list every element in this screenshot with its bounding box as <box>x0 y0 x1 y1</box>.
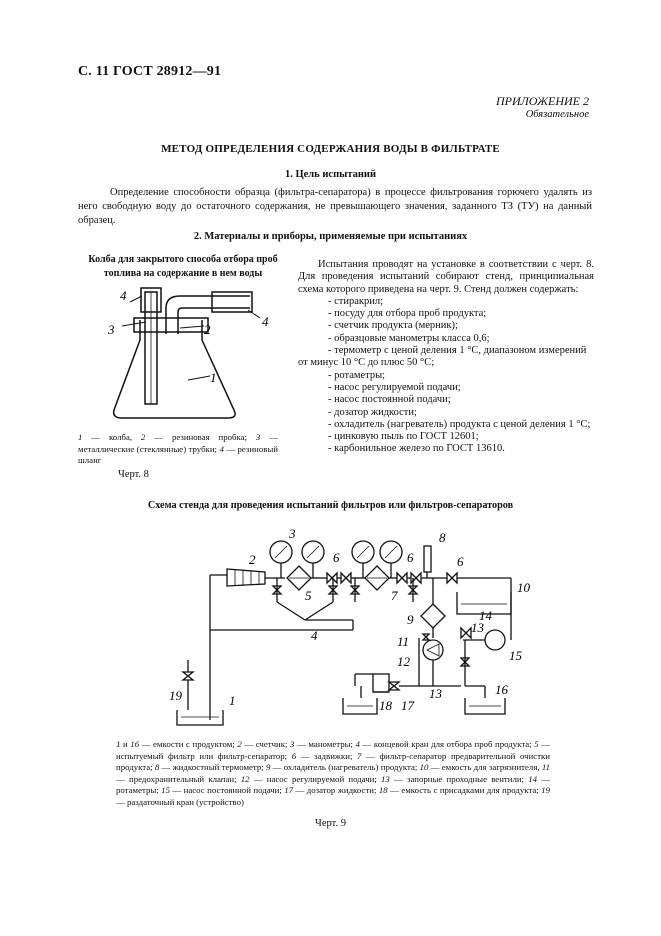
scheme-label-8: 8 <box>439 530 446 545</box>
fig9-legend-num: 7 <box>357 750 362 761</box>
list-item: - насос постоянной подачи; <box>328 394 451 406</box>
fig9-legend-num: 4 <box>355 739 360 749</box>
fig8-legend-num: 1 <box>78 432 83 442</box>
appendix-label <box>496 94 589 122</box>
list-item: - цинковую пыль по ГОСТ 12601; <box>328 431 479 443</box>
section2-title: 2. Материалы и приборы, применяемые при испытаниях <box>193 231 468 242</box>
equipment-list <box>298 296 594 456</box>
scheme-label-16: 16 <box>495 682 508 697</box>
scheme-label-18: 18 <box>379 698 392 713</box>
fig9-legend-text: — насос регулируемой подачи; <box>249 773 382 784</box>
scheme-label-3: 3 <box>289 526 296 541</box>
fig9-legend-num: 10 <box>419 762 429 772</box>
fig8-legend-num: 4 <box>219 443 224 454</box>
flask-label-4b: 4 <box>262 314 269 329</box>
scheme-label-6c: 6 <box>457 554 464 569</box>
fig9-legend-num: 3 <box>290 739 295 749</box>
section1-title: 1. Цель испытаний <box>284 169 377 180</box>
fig9-legend-text: — охладитель (нагреватель) продукта; <box>270 762 420 772</box>
scheme-label-4: 4 <box>311 628 318 643</box>
scheme-label-6b: 6 <box>407 550 414 565</box>
list-item: - ротаметры; <box>328 369 386 381</box>
figure8-title: Колба для закрытого способа отбора проб топлива на содержание в нем воды <box>88 254 278 279</box>
scheme-label-6a: 6 <box>333 550 340 565</box>
fig9-legend-text: — емкости с продуктом; <box>139 739 238 749</box>
list-item: - дозатор жидкости; <box>328 406 417 418</box>
fig9-legend-num: 1 <box>116 739 121 749</box>
flask-label-3: 3 <box>108 322 115 337</box>
scheme-label-13a: 13 <box>471 620 484 635</box>
appendix-subtitle: Обязательное <box>525 109 589 120</box>
fig9-legend-num: 6 <box>291 750 297 761</box>
fig9-legend-text: — раздаточный кран (устройство) <box>116 796 244 807</box>
fig9-legend-text: — ротаметры; <box>116 773 550 795</box>
scheme-label-12: 12 <box>397 654 410 669</box>
fig9-legend-num: 19 <box>541 785 550 795</box>
fig8-legend-num: 3 <box>255 432 261 442</box>
scheme-label-5: 5 <box>305 588 312 603</box>
fig9-legend-num: 9 <box>266 762 271 772</box>
fig9-legend-num: 5 <box>534 739 539 749</box>
equipment-intro: Испытания проводят на установке в соответствии с черт. 8. Для проведения испытаний собирают стенд, принципиальная схема которого приведена на черт. 9. Стенд должен содержать: <box>298 259 594 295</box>
scheme-label-13b: 13 <box>429 686 442 701</box>
fig9-legend-num: 11 <box>541 762 550 772</box>
fig8-legend-text: — металлические (стеклянные) трубки; <box>78 432 278 454</box>
scheme-label-11: 11 <box>397 634 410 649</box>
scheme-label-7: 7 <box>391 588 398 603</box>
fig9-legend-num: 12 <box>240 773 250 784</box>
list-item: - стиракрил; <box>328 295 384 307</box>
fig9-legend-text: — жидкостный термометр; <box>159 762 266 772</box>
scheme-label-17: 17 <box>401 698 414 713</box>
flask-label-2: 2 <box>204 322 211 337</box>
flask-label-1: 1 <box>210 370 217 385</box>
fig9-legend-num: 2 <box>237 739 242 749</box>
fig9-legend-num: 15 <box>161 785 170 795</box>
scheme-label-9: 9 <box>407 612 414 627</box>
flask-label-4a: 4 <box>120 288 127 303</box>
list-item: - посуду для отбора проб продукта; <box>328 308 487 320</box>
fig8-legend-text: — резиновый шланг <box>78 443 278 465</box>
fig9-legend-num: 17 <box>284 785 294 795</box>
figure8-caption: Черт. 8 <box>118 469 149 480</box>
scheme-label-14: 14 <box>479 608 492 623</box>
list-item: - счетчик продукта (мерник); <box>328 320 458 332</box>
list-item: - охладитель (нагреватель) продукта с ценой деления 1 °С; <box>328 418 591 430</box>
fig9-legend-text: — фильтр-сепаратор предварительной очистки продукта; <box>116 750 550 772</box>
fig9-legend-num: 13 <box>381 773 390 784</box>
fig9-legend-text: — емкость для загрязнителя, <box>428 762 542 772</box>
scheme-label-2: 2 <box>249 552 256 567</box>
fig8-legend-num: 2 <box>140 432 146 442</box>
list-item: - термометр с ценой деления 1 °С, диапазоном измерений от минус 10 °С до плюс 50 °С; <box>298 345 587 369</box>
fig9-legend-num: 18 <box>378 785 388 795</box>
fig9-legend-text: — предохранительный клапан; <box>116 773 241 784</box>
fig9-legend-num: 8 <box>154 762 160 772</box>
fig9-legend-text: — счетчик; <box>241 739 291 749</box>
scheme-label-15: 15 <box>509 648 522 663</box>
list-item: - образцовые манометры класса 0,6; <box>328 332 490 344</box>
scheme-label-19: 19 <box>169 688 182 703</box>
main-title: МЕТОД ОПРЕДЕЛЕНИЯ СОДЕРЖАНИЯ ВОДЫ В ФИЛЬТРАТЕ <box>161 143 500 155</box>
equipment-text <box>298 259 594 456</box>
scheme-label-1: 1 <box>229 693 236 708</box>
figure9-caption: Черт. 9 <box>315 818 346 829</box>
fig9-legend-text: — задвижки; <box>296 750 358 761</box>
fig9-legend-text: — дозатор жидкости; <box>293 785 379 795</box>
fig9-legend-text: — насос постоянной подачи; <box>169 785 285 795</box>
flask-figure <box>100 282 290 430</box>
fig8-legend-text: — резиновая пробка; <box>145 432 256 442</box>
page-header: С. 11 ГОСТ 28912—91 <box>78 64 222 79</box>
fig9-legend-text: — запорные проходные вентили; <box>389 773 529 784</box>
figure8-legend <box>78 432 278 467</box>
fig9-legend-num: 14 <box>528 773 537 784</box>
test-stand-schematic <box>165 520 535 732</box>
fig9-legend-text: — манометры; <box>294 739 356 749</box>
list-item: - насос регулируемой подачи; <box>328 381 461 393</box>
fig9-legend-text: и <box>120 739 131 749</box>
figure9-legend <box>116 739 550 808</box>
fig9-legend-text: — емкость с присадками для продукта; <box>387 785 542 795</box>
fig9-legend-num: 16 <box>130 739 140 749</box>
fig8-legend-text: — колба, <box>82 432 141 442</box>
list-item: - карбонильное железо по ГОСТ 13610. <box>328 443 505 455</box>
fig9-legend-text: — концевой кран для отбора проб продукта; <box>359 739 535 749</box>
section1-text: Определение способности образца (фильтра-сепаратора) в процессе фильтрования горючего удалять из него свободную воду до остаточного содержания, не превышающего значения, заданного ТЗ (ТУ) на данный образец. <box>78 187 592 226</box>
fig9-legend-text: — испытуемый фильтр или фильтр-сепаратор; <box>116 739 551 761</box>
figure9-title: Схема стенда для проведения испытаний фильтров или фильтров-сепараторов <box>147 500 514 511</box>
scheme-label-10: 10 <box>517 580 530 595</box>
appendix-title: ПРИЛОЖЕНИЕ 2 <box>496 94 589 108</box>
